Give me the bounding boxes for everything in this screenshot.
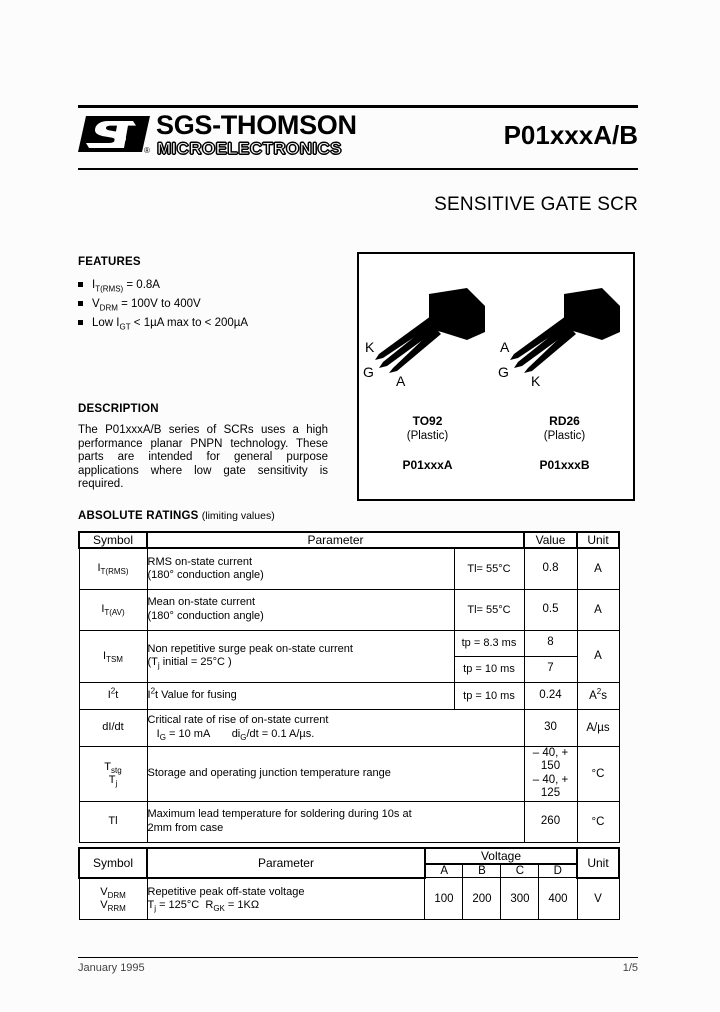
row-condition: Tl= 55°C xyxy=(454,589,524,630)
row-symbol: Tl xyxy=(79,801,147,842)
package-to92 xyxy=(359,254,496,499)
rd26-package-icon xyxy=(496,276,633,396)
ratings-heading xyxy=(78,510,275,522)
ratings-heading-bold: ABSOLUTE RATINGS xyxy=(78,510,199,522)
row-unit: V xyxy=(577,878,619,920)
table-row xyxy=(79,746,619,801)
voltage-ratings-table xyxy=(78,847,620,920)
svg-text:G: G xyxy=(363,364,374,380)
package-name: TO92 xyxy=(412,414,443,428)
part-number: P01xxxA/B xyxy=(503,120,638,150)
brand-subname: MICROELECTRONICS xyxy=(157,139,342,158)
footer-date: January 1995 xyxy=(78,962,145,974)
description-body: The P01xxxA/B series of SCRs uses a high performance planar PNPN technology. These parts are intended for general purpose applications where low gate sensitivity is required. xyxy=(78,424,328,491)
bullet-icon xyxy=(78,320,83,325)
row-symbol: dI/dt xyxy=(79,709,147,746)
brand-name: SGS-THOMSON xyxy=(156,110,357,140)
row-value: 0.24 xyxy=(524,682,577,709)
row-value-c: 300 xyxy=(501,878,539,920)
svg-text:G: G xyxy=(498,364,509,380)
registered-mark: ® xyxy=(144,146,150,155)
row-parameter: Non repetitive surge peak on-state current ($T_j$ initial = 25°C ) xyxy=(147,630,454,682)
col-unit: Unit xyxy=(577,848,619,878)
to92-package-icon xyxy=(359,276,496,396)
footer-rule xyxy=(78,957,638,958)
features-title: FEATURES xyxy=(78,256,141,268)
list-item xyxy=(78,316,328,330)
table-header-row xyxy=(79,848,619,864)
page-subtitle: SENSITIVE GATE SCR xyxy=(434,194,638,215)
row-value-a: 100 xyxy=(425,878,463,920)
package-material: (Plastic) xyxy=(406,430,449,442)
row-condition: Tl= 55°C xyxy=(454,548,524,589)
col-parameter: Parameter xyxy=(147,848,425,878)
row-unit: °C xyxy=(577,746,619,801)
feature-text: $V_{DRM} = 100V$ to 400V xyxy=(92,298,201,313)
row-value: 0.8 xyxy=(524,548,577,589)
row-unit: A/µs xyxy=(577,709,619,746)
table-row xyxy=(79,630,619,656)
absolute-ratings-table xyxy=(78,531,620,843)
row-unit: A xyxy=(577,630,619,682)
col-symbol: Symbol xyxy=(79,848,147,878)
row-value: 8 xyxy=(524,630,577,656)
row-value-2: 7 xyxy=(524,656,577,682)
row-parameter: Storage and operating junction temperature range xyxy=(147,746,524,801)
list-item xyxy=(78,278,328,292)
table-row xyxy=(79,682,619,709)
row-value: 30 xyxy=(524,709,577,746)
package-material: (Plastic) xyxy=(543,430,586,442)
row-unit: A xyxy=(577,548,619,589)
row-value-d: 400 xyxy=(539,878,577,920)
grade-a: A xyxy=(425,864,463,878)
col-voltage: Voltage xyxy=(425,848,577,864)
row-value: 0.5 xyxy=(524,589,577,630)
col-parameter: Parameter xyxy=(147,532,524,548)
header-rule-bottom xyxy=(78,168,638,170)
row-parameter: $I^2t$ Value for fusing xyxy=(147,682,454,709)
table-header-row xyxy=(79,532,619,548)
package-diagram-box xyxy=(357,252,635,501)
col-unit: Unit xyxy=(577,532,619,548)
svg-text:K: K xyxy=(365,339,375,355)
svg-text:A: A xyxy=(396,373,406,389)
grade-d: D xyxy=(539,864,577,878)
package-name: RD26 xyxy=(549,414,580,428)
package-rd26 xyxy=(496,254,633,499)
st-logo-icon xyxy=(78,112,150,156)
table-row xyxy=(79,878,619,920)
row-symbol: $I_{TSM}$ xyxy=(79,630,147,682)
row-unit: °C xyxy=(577,801,619,842)
row-parameter: RMS on-state current (180° conduction angle) xyxy=(147,548,454,589)
row-value-b: 200 xyxy=(463,878,501,920)
description-block xyxy=(78,403,328,492)
row-symbol: $I_{T(RMS)}$ xyxy=(79,548,147,589)
row-value: 260 xyxy=(524,801,577,842)
row-condition: tp = 8.3 ms xyxy=(454,630,524,656)
table-row xyxy=(79,801,619,842)
description-title: DESCRIPTION xyxy=(78,403,159,415)
row-symbol: $T_{stg}$ $T_j$ xyxy=(79,746,147,801)
list-item xyxy=(78,297,328,311)
grade-b: B xyxy=(463,864,501,878)
features-list xyxy=(78,278,328,330)
package-part-number: P01xxxB xyxy=(539,458,590,472)
row-value: – 40, + 150 – 40, + 125 xyxy=(524,746,577,801)
bullet-icon xyxy=(78,282,83,287)
package-part-number: P01xxxA xyxy=(402,458,453,472)
row-unit: A xyxy=(577,589,619,630)
row-condition-2: tp = 10 ms xyxy=(454,656,524,682)
svg-text:A: A xyxy=(500,339,510,355)
row-condition: tp = 10 ms xyxy=(454,682,524,709)
feature-text: Low $I_{GT} < 1\mu A$ max to < 200µA xyxy=(92,317,249,332)
row-unit: $A^2s$ xyxy=(577,682,619,709)
col-symbol: Symbol xyxy=(79,532,147,548)
footer-page-number: 1/5 xyxy=(622,962,638,974)
row-parameter: Repetitive peak off-state voltage $T_j = 125^\circ C$ $R_{GK} = 1K\Omega$ xyxy=(147,878,425,920)
header-rule-top xyxy=(78,105,638,108)
svg-text:K: K xyxy=(531,373,541,389)
company-logo xyxy=(78,110,378,166)
row-symbol: $I_{T(AV)}$ xyxy=(79,589,147,630)
row-parameter: Mean on-state current (180° conduction angle) xyxy=(147,589,454,630)
col-value: Value xyxy=(524,532,577,548)
ratings-heading-note: (limiting values) xyxy=(201,510,275,522)
row-symbol: $V_{DRM}$ $V_{RRM}$ xyxy=(79,878,147,920)
row-parameter: Critical rate of rise of on-state current $I_G = 10$ mA $di_G/dt = 0.1$ A/µs. xyxy=(147,709,524,746)
row-symbol: $I^2t$ xyxy=(79,682,147,709)
grade-c: C xyxy=(501,864,539,878)
table-row xyxy=(79,709,619,746)
features-block xyxy=(78,256,328,335)
bullet-icon xyxy=(78,301,83,306)
feature-text: $I_{T(RMS)} = 0.8A$ xyxy=(92,279,160,294)
row-parameter: Maximum lead temperature for soldering during 10s at 2mm from case xyxy=(147,801,524,842)
table-row xyxy=(79,548,619,589)
table-row xyxy=(79,589,619,630)
